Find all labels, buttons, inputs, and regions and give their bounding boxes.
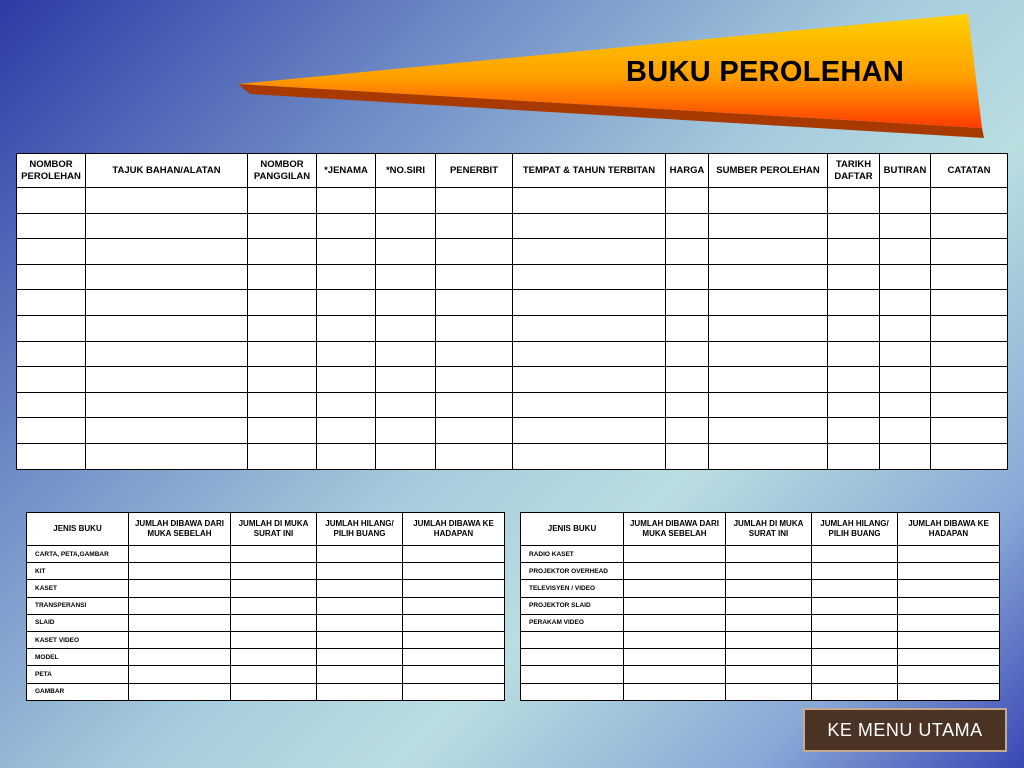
- table-cell: [666, 367, 709, 393]
- summary-cell: [624, 666, 726, 683]
- column-header: NOMBOR PANGGILAN: [248, 154, 317, 188]
- summary-cell: [129, 580, 231, 597]
- table-cell: [17, 290, 86, 316]
- table-cell: [86, 392, 248, 418]
- table-cell: [86, 213, 248, 239]
- summary-cell: [898, 597, 1000, 614]
- table-cell: [880, 418, 931, 444]
- table-cell: [880, 188, 931, 214]
- item-type-label: KIT: [27, 563, 129, 580]
- summary-row: [521, 580, 1000, 597]
- table-cell: [828, 418, 880, 444]
- summary-cell: [231, 580, 317, 597]
- table-cell: [317, 418, 376, 444]
- table-cell: [880, 213, 931, 239]
- table-cell: [828, 443, 880, 469]
- summary-cell: [812, 546, 898, 563]
- table-cell: [436, 315, 513, 341]
- table-cell: [436, 392, 513, 418]
- table-cell: [931, 443, 1008, 469]
- summary-row: [27, 563, 505, 580]
- item-type-label: GAMBAR: [27, 683, 129, 700]
- table-row: [17, 188, 1008, 214]
- table-cell: [931, 264, 1008, 290]
- column-header: NOMBOR PEROLEHAN: [17, 154, 86, 188]
- table-cell: [666, 315, 709, 341]
- summary-cell: [317, 580, 403, 597]
- table-cell: [880, 315, 931, 341]
- summary-header-row: [27, 513, 505, 546]
- item-type-label: [521, 666, 624, 683]
- summary-cell: [231, 666, 317, 683]
- table-cell: [17, 264, 86, 290]
- table-row: [17, 367, 1008, 393]
- table-row: [17, 443, 1008, 469]
- summary-row: [27, 580, 505, 597]
- table-cell: [376, 443, 436, 469]
- item-type-label: PROJEKTOR SLAID: [521, 597, 624, 614]
- item-type-label: PERAKAM VIDEO: [521, 614, 624, 631]
- summary-cell: [624, 614, 726, 631]
- table-row: [17, 418, 1008, 444]
- table-cell: [931, 290, 1008, 316]
- table-cell: [828, 264, 880, 290]
- summary-cell: [403, 683, 505, 700]
- summary-row: [521, 546, 1000, 563]
- summary-cell: [624, 649, 726, 666]
- table-cell: [436, 239, 513, 265]
- table-cell: [86, 188, 248, 214]
- table-cell: [880, 290, 931, 316]
- summary-cell: [726, 580, 812, 597]
- summary-cell: [231, 563, 317, 580]
- table-cell: [931, 341, 1008, 367]
- summary-cell: [231, 649, 317, 666]
- item-type-label: TELEVISYEN / VIDEO: [521, 580, 624, 597]
- table-cell: [248, 264, 317, 290]
- summary-column-header: JENIS BUKU: [521, 513, 624, 546]
- table-cell: [931, 392, 1008, 418]
- table-cell: [17, 418, 86, 444]
- summary-cell: [317, 563, 403, 580]
- table-cell: [86, 239, 248, 265]
- table-cell: [513, 418, 666, 444]
- column-header: HARGA: [666, 154, 709, 188]
- table-cell: [317, 264, 376, 290]
- summary-cell: [898, 580, 1000, 597]
- table-row: [17, 239, 1008, 265]
- summary-cell: [726, 563, 812, 580]
- summary-column-header: JUMLAH DI MUKA SURAT INI: [231, 513, 317, 546]
- column-header: TEMPAT & TAHUN TERBITAN: [513, 154, 666, 188]
- summary-cell: [317, 614, 403, 631]
- table-cell: [17, 315, 86, 341]
- summary-cell: [812, 580, 898, 597]
- summary-row: [27, 597, 505, 614]
- table-cell: [513, 341, 666, 367]
- table-cell: [248, 392, 317, 418]
- table-cell: [436, 418, 513, 444]
- summary-cell: [624, 563, 726, 580]
- table-cell: [317, 367, 376, 393]
- table-cell: [317, 188, 376, 214]
- summary-cell: [231, 631, 317, 648]
- summary-cell: [403, 631, 505, 648]
- summary-cell: [403, 614, 505, 631]
- table-cell: [709, 290, 828, 316]
- table-row: [17, 315, 1008, 341]
- table-cell: [666, 443, 709, 469]
- table-cell: [828, 392, 880, 418]
- table-cell: [376, 341, 436, 367]
- summary-cell: [726, 683, 812, 700]
- summary-cell: [403, 580, 505, 597]
- column-header: SUMBER PEROLEHAN: [709, 154, 828, 188]
- table-cell: [931, 315, 1008, 341]
- summary-cell: [231, 597, 317, 614]
- table-cell: [436, 341, 513, 367]
- table-cell: [317, 315, 376, 341]
- summary-cell: [317, 649, 403, 666]
- column-header: PENERBIT: [436, 154, 513, 188]
- table-cell: [709, 188, 828, 214]
- table-cell: [248, 188, 317, 214]
- summary-cell: [129, 563, 231, 580]
- table-cell: [17, 188, 86, 214]
- summary-cell: [129, 546, 231, 563]
- table-cell: [828, 290, 880, 316]
- summary-row: [521, 666, 1000, 683]
- summary-cell: [726, 631, 812, 648]
- summary-table-left: [26, 512, 505, 701]
- summary-cell: [129, 649, 231, 666]
- table-cell: [666, 188, 709, 214]
- table-cell: [317, 443, 376, 469]
- table-cell: [828, 367, 880, 393]
- table-cell: [248, 239, 317, 265]
- table-cell: [709, 392, 828, 418]
- summary-cell: [812, 631, 898, 648]
- table-cell: [828, 213, 880, 239]
- item-type-label: [521, 683, 624, 700]
- summary-column-header: JUMLAH DIBAWA KE HADAPAN: [403, 513, 505, 546]
- table-cell: [376, 213, 436, 239]
- column-header: *JENAMA: [317, 154, 376, 188]
- acquisition-table: [16, 153, 1008, 470]
- summary-cell: [812, 683, 898, 700]
- summary-column-header: JENIS BUKU: [27, 513, 129, 546]
- summary-column-header: JUMLAH HILANG/ PILIH BUANG: [317, 513, 403, 546]
- table-cell: [666, 213, 709, 239]
- summary-column-header: JUMLAH DIBAWA DARI MUKA SEBELAH: [129, 513, 231, 546]
- summary-cell: [403, 563, 505, 580]
- table-cell: [880, 367, 931, 393]
- summary-cell: [726, 666, 812, 683]
- table-cell: [376, 392, 436, 418]
- table-cell: [931, 213, 1008, 239]
- summary-cell: [129, 597, 231, 614]
- table-row: [17, 392, 1008, 418]
- table-cell: [376, 188, 436, 214]
- table-row: [17, 213, 1008, 239]
- table-cell: [17, 392, 86, 418]
- summary-cell: [403, 546, 505, 563]
- table-cell: [880, 443, 931, 469]
- item-type-label: RADIO KASET: [521, 546, 624, 563]
- summary-cell: [317, 597, 403, 614]
- summary-table-right: [520, 512, 1000, 701]
- table-cell: [709, 315, 828, 341]
- table-cell: [17, 367, 86, 393]
- table-cell: [248, 418, 317, 444]
- table-cell: [709, 418, 828, 444]
- page-title: BUKU PEROLEHAN: [626, 56, 905, 88]
- table-cell: [931, 418, 1008, 444]
- table-cell: [86, 290, 248, 316]
- table-cell: [709, 264, 828, 290]
- table-cell: [828, 315, 880, 341]
- table-cell: [317, 392, 376, 418]
- table-cell: [828, 188, 880, 214]
- table-cell: [513, 290, 666, 316]
- summary-cell: [812, 666, 898, 683]
- table-cell: [513, 239, 666, 265]
- table-cell: [880, 239, 931, 265]
- table-cell: [317, 290, 376, 316]
- summary-cell: [726, 614, 812, 631]
- table-cell: [513, 315, 666, 341]
- summary-cell: [898, 683, 1000, 700]
- summary-cell: [898, 649, 1000, 666]
- summary-cell: [231, 683, 317, 700]
- summary-cell: [898, 546, 1000, 563]
- summary-row: [27, 649, 505, 666]
- table-cell: [248, 443, 317, 469]
- summary-cell: [317, 631, 403, 648]
- summary-row: [521, 631, 1000, 648]
- item-type-label: PROJEKTOR OVERHEAD: [521, 563, 624, 580]
- table-cell: [513, 213, 666, 239]
- table-cell: [436, 188, 513, 214]
- table-cell: [709, 443, 828, 469]
- table-cell: [86, 367, 248, 393]
- table-cell: [828, 239, 880, 265]
- table-cell: [317, 213, 376, 239]
- summary-cell: [624, 631, 726, 648]
- summary-row: [27, 546, 505, 563]
- summary-row: [521, 683, 1000, 700]
- column-header: TAJUK BAHAN/ALATAN: [86, 154, 248, 188]
- summary-cell: [624, 683, 726, 700]
- table-cell: [376, 418, 436, 444]
- table-cell: [248, 213, 317, 239]
- table-cell: [86, 264, 248, 290]
- summary-cell: [812, 614, 898, 631]
- column-header: BUTIRAN: [880, 154, 931, 188]
- summary-cell: [403, 666, 505, 683]
- table-cell: [436, 213, 513, 239]
- summary-cell: [812, 649, 898, 666]
- item-type-label: TRANSPERANSI: [27, 597, 129, 614]
- summary-column-header: JUMLAH DIBAWA KE HADAPAN: [898, 513, 1000, 546]
- table-cell: [513, 188, 666, 214]
- table-row: [17, 290, 1008, 316]
- table-cell: [248, 367, 317, 393]
- summary-cell: [898, 631, 1000, 648]
- summary-row: [521, 614, 1000, 631]
- table-cell: [513, 367, 666, 393]
- table-cell: [709, 239, 828, 265]
- table-cell: [248, 315, 317, 341]
- summary-cell: [129, 631, 231, 648]
- summary-row: [521, 649, 1000, 666]
- summary-cell: [129, 666, 231, 683]
- table-cell: [17, 443, 86, 469]
- summary-row: [27, 666, 505, 683]
- table-cell: [709, 367, 828, 393]
- table-cell: [666, 418, 709, 444]
- table-header-row: [17, 154, 1008, 188]
- summary-row: [521, 563, 1000, 580]
- table-cell: [248, 290, 317, 316]
- table-cell: [880, 264, 931, 290]
- summary-cell: [129, 614, 231, 631]
- summary-cell: [317, 683, 403, 700]
- table-cell: [880, 392, 931, 418]
- table-cell: [17, 341, 86, 367]
- item-type-label: KASET: [27, 580, 129, 597]
- summary-cell: [231, 546, 317, 563]
- summary-row: [521, 597, 1000, 614]
- item-type-label: CARTA, PETA,GAMBAR: [27, 546, 129, 563]
- table-cell: [376, 315, 436, 341]
- table-cell: [709, 213, 828, 239]
- table-cell: [86, 443, 248, 469]
- table-row: [17, 264, 1008, 290]
- table-cell: [666, 239, 709, 265]
- table-row: [17, 341, 1008, 367]
- column-header: CATATAN: [931, 154, 1008, 188]
- table-cell: [436, 290, 513, 316]
- summary-cell: [403, 649, 505, 666]
- summary-cell: [726, 546, 812, 563]
- table-cell: [513, 264, 666, 290]
- column-header: *NO.SIRI: [376, 154, 436, 188]
- table-cell: [17, 239, 86, 265]
- table-cell: [513, 392, 666, 418]
- table-cell: [86, 418, 248, 444]
- table-cell: [17, 213, 86, 239]
- summary-header-row: [521, 513, 1000, 546]
- summary-cell: [726, 597, 812, 614]
- summary-cell: [898, 563, 1000, 580]
- table-cell: [828, 341, 880, 367]
- main-menu-button[interactable]: KE MENU UTAMA: [803, 708, 1007, 752]
- table-cell: [86, 315, 248, 341]
- summary-row: [27, 614, 505, 631]
- summary-cell: [624, 597, 726, 614]
- item-type-label: [521, 631, 624, 648]
- column-header: TARIKH DAFTAR: [828, 154, 880, 188]
- table-cell: [436, 443, 513, 469]
- summary-cell: [898, 614, 1000, 631]
- summary-cell: [403, 597, 505, 614]
- table-cell: [880, 341, 931, 367]
- table-cell: [376, 239, 436, 265]
- table-cell: [376, 290, 436, 316]
- summary-cell: [624, 546, 726, 563]
- table-cell: [666, 392, 709, 418]
- summary-cell: [231, 614, 317, 631]
- summary-cell: [726, 649, 812, 666]
- summary-cell: [317, 546, 403, 563]
- summary-column-header: JUMLAH HILANG/ PILIH BUANG: [812, 513, 898, 546]
- table-cell: [931, 367, 1008, 393]
- table-cell: [376, 264, 436, 290]
- table-cell: [709, 341, 828, 367]
- table-cell: [317, 341, 376, 367]
- summary-column-header: JUMLAH DI MUKA SURAT INI: [726, 513, 812, 546]
- table-cell: [931, 188, 1008, 214]
- table-cell: [436, 264, 513, 290]
- item-type-label: [521, 649, 624, 666]
- table-cell: [436, 367, 513, 393]
- table-cell: [931, 239, 1008, 265]
- table-cell: [376, 367, 436, 393]
- table-cell: [248, 341, 317, 367]
- table-cell: [513, 443, 666, 469]
- summary-cell: [129, 683, 231, 700]
- item-type-label: KASET VIDEO: [27, 631, 129, 648]
- table-cell: [317, 239, 376, 265]
- summary-cell: [812, 563, 898, 580]
- summary-row: [27, 683, 505, 700]
- table-cell: [666, 341, 709, 367]
- summary-column-header: JUMLAH DIBAWA DARI MUKA SEBELAH: [624, 513, 726, 546]
- summary-cell: [898, 666, 1000, 683]
- summary-cell: [812, 597, 898, 614]
- item-type-label: SLAID: [27, 614, 129, 631]
- table-cell: [666, 264, 709, 290]
- item-type-label: MODEL: [27, 649, 129, 666]
- table-cell: [666, 290, 709, 316]
- item-type-label: PETA: [27, 666, 129, 683]
- summary-row: [27, 631, 505, 648]
- summary-cell: [624, 580, 726, 597]
- summary-cell: [317, 666, 403, 683]
- table-cell: [86, 341, 248, 367]
